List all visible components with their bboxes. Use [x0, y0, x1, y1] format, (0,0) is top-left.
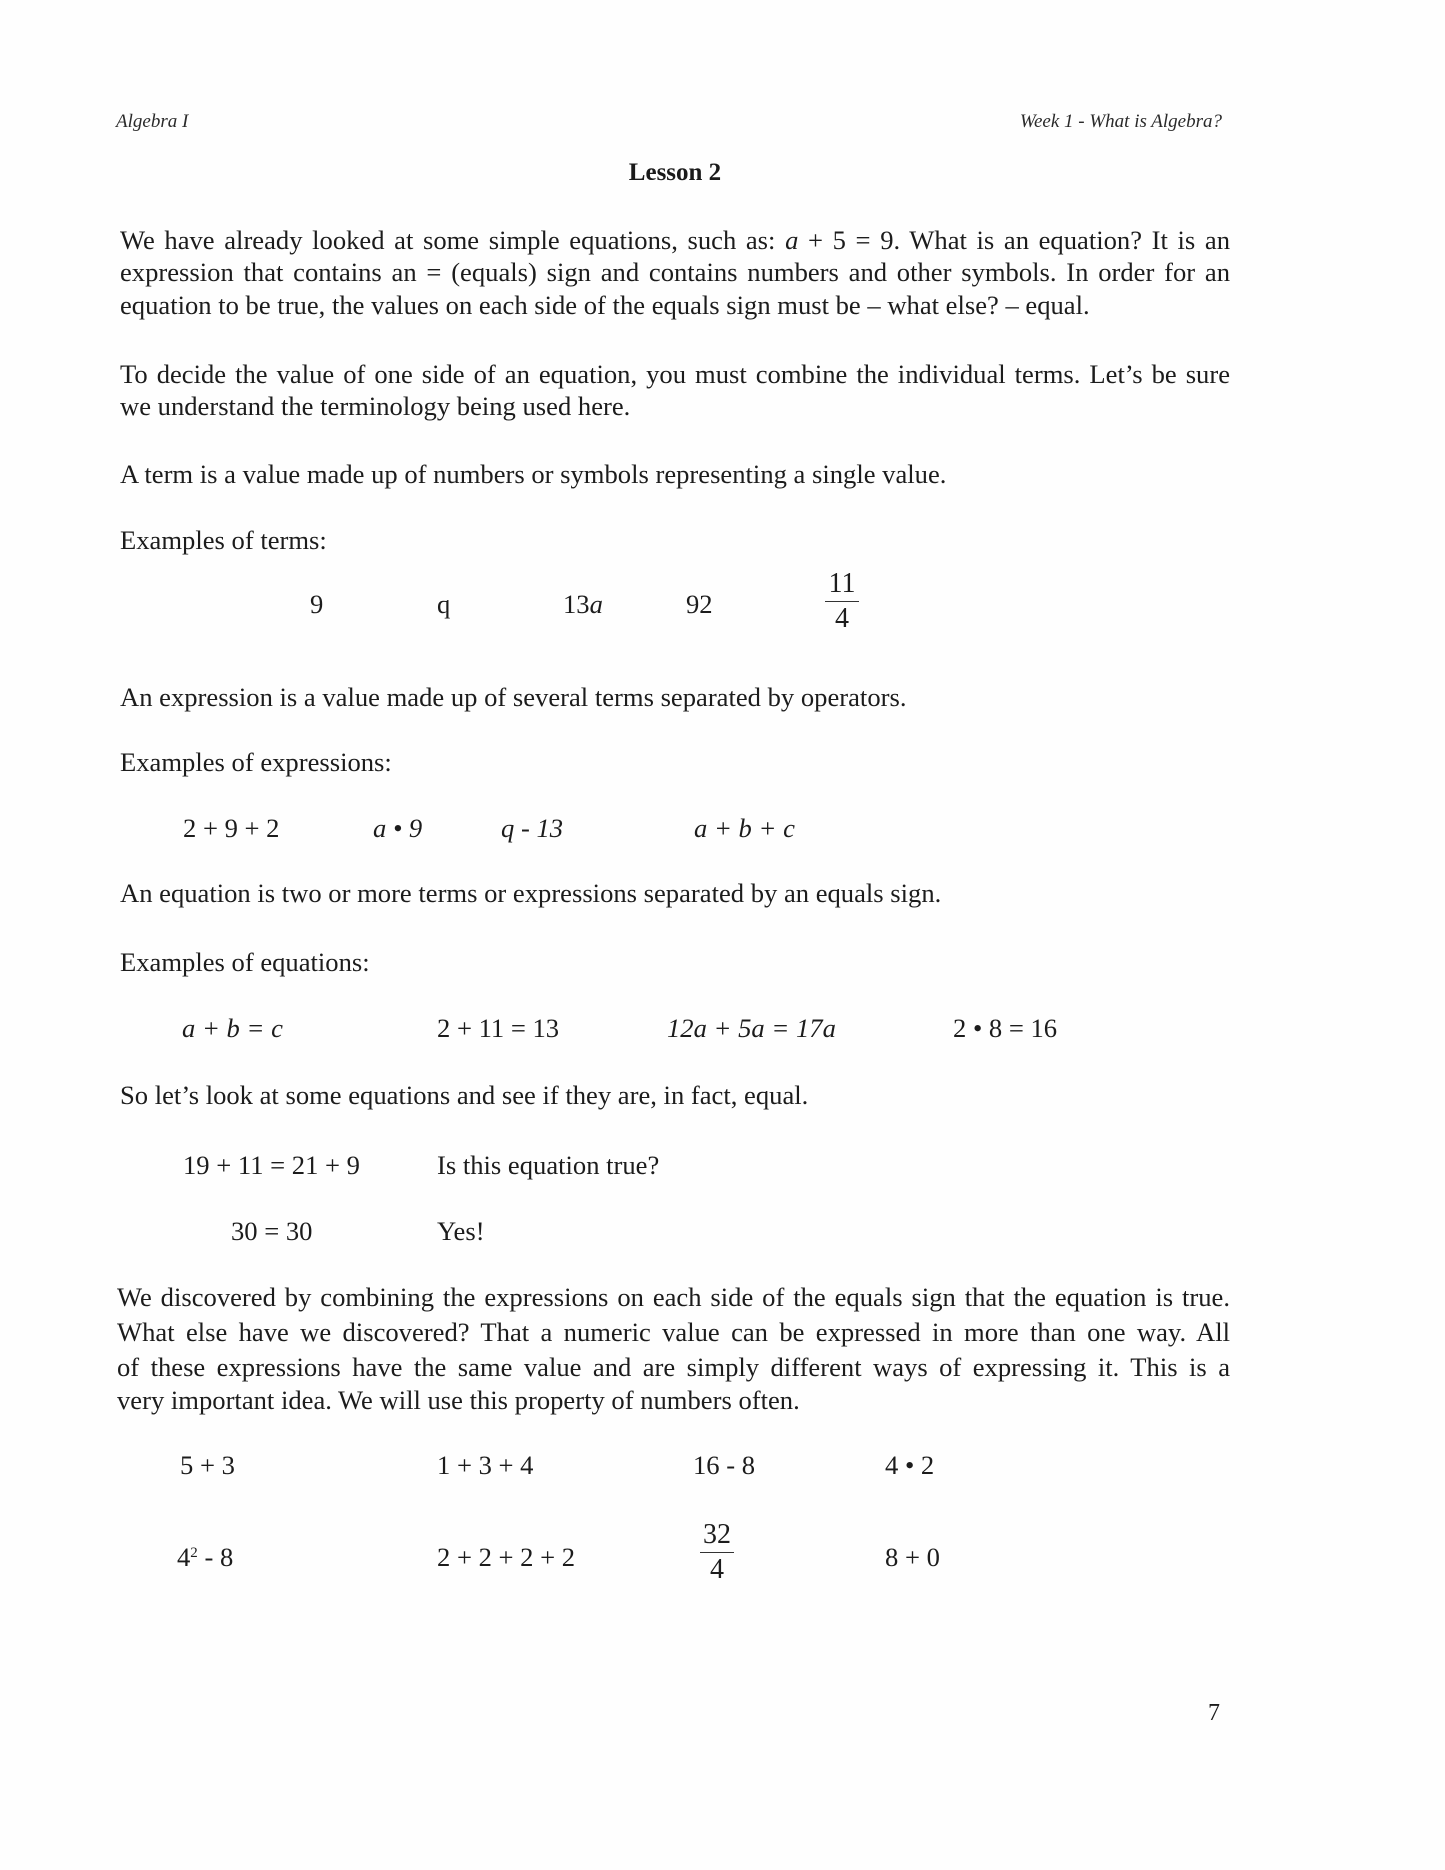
page-number: 7	[1208, 1700, 1220, 1726]
expressions-heading: Examples of expressions:	[120, 747, 392, 777]
terminology-line-1: To decide the value of one side of an equation, you must combine the individual terms. Let’s be sure	[120, 359, 1230, 389]
power-exponent: 2	[190, 1545, 198, 1561]
equation-example: a + b = c	[182, 1013, 283, 1043]
term-example: 9	[310, 589, 324, 619]
check-equation: 19 + 11 = 21 + 9	[183, 1150, 360, 1180]
discovery-line-3: of these expressions have the same value and are simply different ways of expressing it. This is a	[117, 1352, 1230, 1382]
terms-heading: Examples of terms:	[120, 525, 327, 555]
equivalent-expression-power	[177, 1541, 233, 1573]
equivalent-fraction	[687, 1518, 747, 1587]
check-answer: Yes!	[437, 1216, 485, 1246]
check-result: 30 = 30	[231, 1216, 313, 1246]
equivalent-expression: 5 + 3	[180, 1450, 235, 1480]
discovery-line-4: very important idea. We will use this property of numbers often.	[117, 1385, 800, 1415]
term-definition: A term is a value made up of numbers or symbols representing a single value.	[120, 459, 947, 489]
fraction-denominator: 4	[835, 603, 849, 634]
intro-line-3	[120, 289, 1230, 321]
fraction-numerator: 32	[703, 1519, 731, 1550]
term-example: 92	[686, 589, 713, 619]
fraction-numerator: 11	[828, 568, 856, 599]
expression-example: a • 9	[373, 813, 423, 843]
intro-line-1	[120, 224, 1230, 256]
terminology-line-2: we understand the terminology being used here.	[120, 391, 631, 421]
variable: a	[589, 589, 603, 619]
equivalent-expression: 16 - 8	[693, 1450, 756, 1480]
equivalent-expression: 2 + 2 + 2 + 2	[437, 1542, 576, 1572]
fraction-denominator: 4	[710, 1554, 724, 1585]
expression-example: a + b + c	[694, 813, 795, 843]
header-course: Algebra I	[116, 111, 189, 132]
power-base: 4	[177, 1542, 191, 1572]
check-intro: So let’s look at some equations and see if they are, in fact, equal.	[120, 1080, 809, 1110]
equivalent-expression: 1 + 3 + 4	[437, 1450, 534, 1480]
equation-example: 2 • 8 = 16	[953, 1013, 1058, 1043]
equation-example: 2 + 11 = 13	[437, 1013, 560, 1043]
equation-definition: An equation is two or more terms or expressions separated by an equals sign.	[120, 878, 942, 908]
power-rest: - 8	[197, 1542, 234, 1572]
intro-line-2: expression that contains an = (equals) sign and contains numbers and other symbols. In order for an	[120, 257, 1230, 287]
variable-a: a	[785, 225, 799, 255]
lesson-title: Lesson 2	[628, 159, 722, 186]
header-week: Week 1 - What is Algebra?	[1019, 111, 1222, 132]
term-fraction	[812, 567, 872, 636]
discovery-line-2: What else have we discovered? That a numeric value can be expressed in more than one way. All	[117, 1317, 1230, 1347]
intro-text: equation to be true, the values on each side of the equals sign must be – what else? – equal.	[120, 290, 1090, 320]
intro-text: We have already looked at some simple equations, such as:	[120, 225, 786, 255]
term-example: q	[437, 589, 451, 619]
equation-example: 12a + 5a = 17a	[667, 1013, 836, 1043]
discovery-line-1: We discovered by combining the expressions on each side of the equals sign that the equation is true.	[117, 1282, 1230, 1312]
coefficient: 13	[563, 589, 590, 619]
expression-example: q - 13	[501, 813, 564, 843]
expression-example: 2 + 9 + 2	[183, 813, 280, 843]
intro-text: + 5 = 9. What is an equation? It is an	[798, 225, 1230, 255]
check-question: Is this equation true?	[437, 1150, 660, 1180]
equivalent-expression: 4 • 2	[885, 1450, 935, 1480]
equivalent-expression: 8 + 0	[885, 1542, 940, 1572]
equations-heading: Examples of equations:	[120, 947, 370, 977]
expression-definition: An expression is a value made up of several terms separated by operators.	[120, 682, 907, 712]
term-example	[563, 588, 603, 620]
